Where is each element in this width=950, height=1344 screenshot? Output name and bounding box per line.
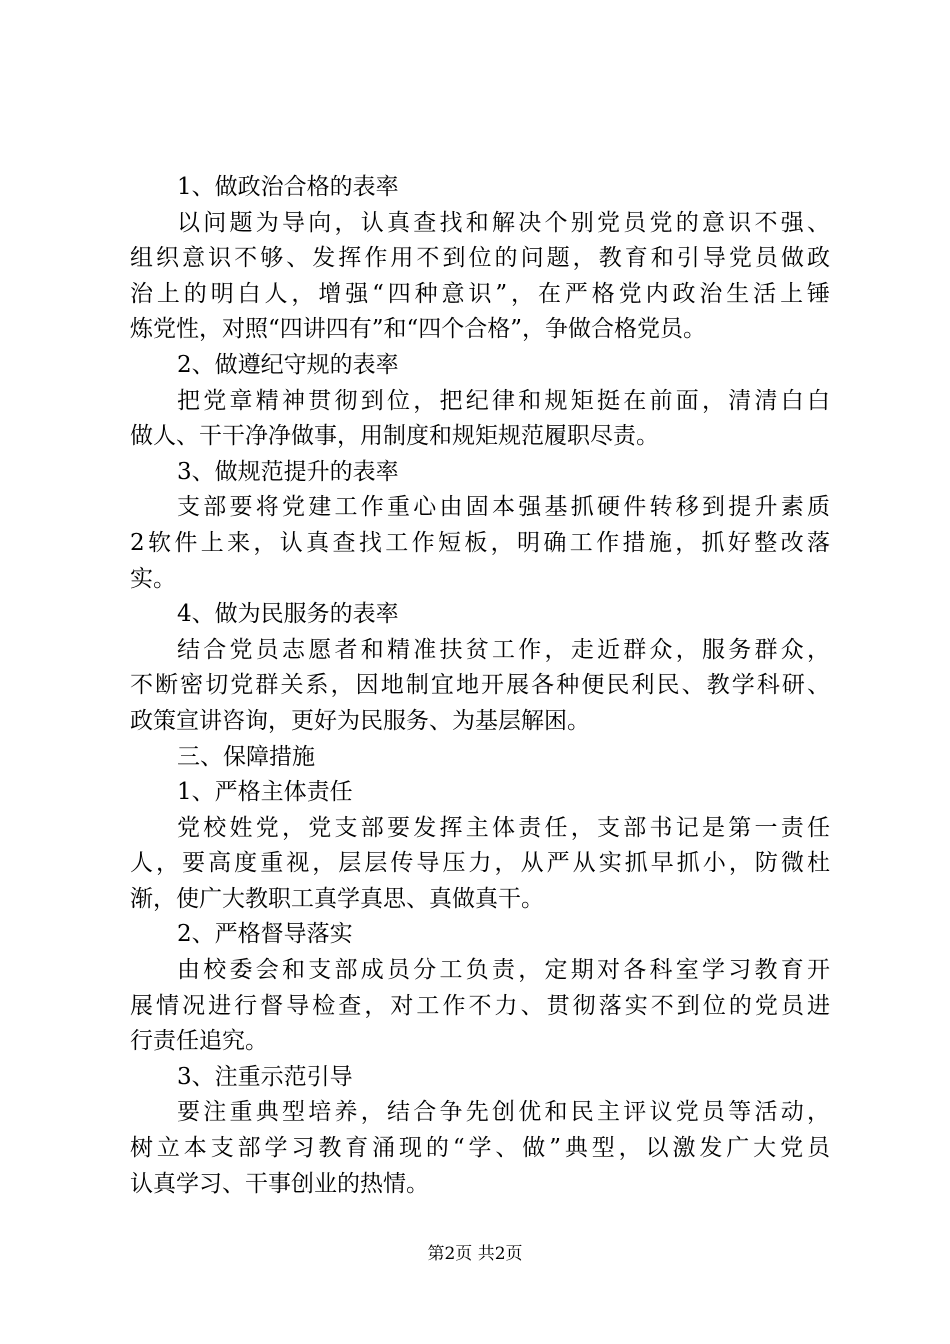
text-line: 2、严格督导落实 [177,921,353,948]
text-line: 政策宣讲咨询，更好为民服务、为基层解困。 [130,707,590,734]
text-line: 治上的明白人，增强“四种意识”，在严格党内政治生活上锤 [130,280,830,307]
text-line: 党校姓党，党支部要发挥主体责任，支部书记是第一责任 [177,814,830,841]
text-line: 3、做规范提升的表率 [177,458,399,485]
text-line: 树立本支部学习教育涌现的“学、做”典型，以激发广大党员 [130,1135,830,1162]
text-line: 2软件上来，认真查找工作短板，明确工作措施，抓好整改落 [130,529,830,556]
document-body [130,170,830,1202]
text-line: 做人、干干净净做事，用制度和规矩规范履职尽责。 [130,423,659,450]
text-line: 人，要高度重视，层层传导压力，从严从实抓早抓小，防微杜 [130,850,830,877]
text-line: 4、做为民服务的表率 [177,601,399,628]
text-line: 组织意识不够、发挥作用不到位的问题，教育和引导党员做政 [130,245,830,272]
text-line: 支部要将党建工作重心由固本强基抓硬件转移到提升素质 [177,494,830,521]
text-line: 三、保障措施 [177,743,315,770]
text-line: 要注重典型培养，结合争先创优和民主评议党员等活动， [177,1099,830,1126]
text-line: 以问题为导向，认真查找和解决个别党员党的意识不强、 [177,209,830,236]
text-line: 不断密切党群关系，因地制宜地开展各种便民利民、教学科研、 [130,672,830,699]
text-line: 实。 [130,565,176,592]
text-line: 展情况进行督导检查，对工作不力、贯彻落实不到位的党员进 [130,992,830,1019]
text-line: 结合党员志愿者和精准扶贫工作，走近群众，服务群众， [177,636,830,663]
text-line: 认真学习、干事创业的热情。 [130,1170,429,1197]
text-line: 渐，使广大教职工真学真思、真做真干。 [130,885,544,912]
text-line: 行责任追究。 [130,1028,268,1055]
text-line: 把党章精神贯彻到位，把纪律和规矩挺在前面，清清白白 [177,387,830,414]
text-line: 1、严格主体责任 [177,779,353,806]
text-line: 1、做政治合格的表率 [177,174,399,200]
text-line: 3、注重示范引导 [177,1063,353,1090]
text-line: 由校委会和支部成员分工负责，定期对各科室学习教育开 [177,957,830,984]
page-footer: 第2页 共2页 [427,1244,523,1264]
text-line: 炼党性，对照“四讲四有”和“四个合格”，争做合格党员。 [130,316,707,343]
text-line: 2、做遵纪守规的表率 [177,351,399,378]
